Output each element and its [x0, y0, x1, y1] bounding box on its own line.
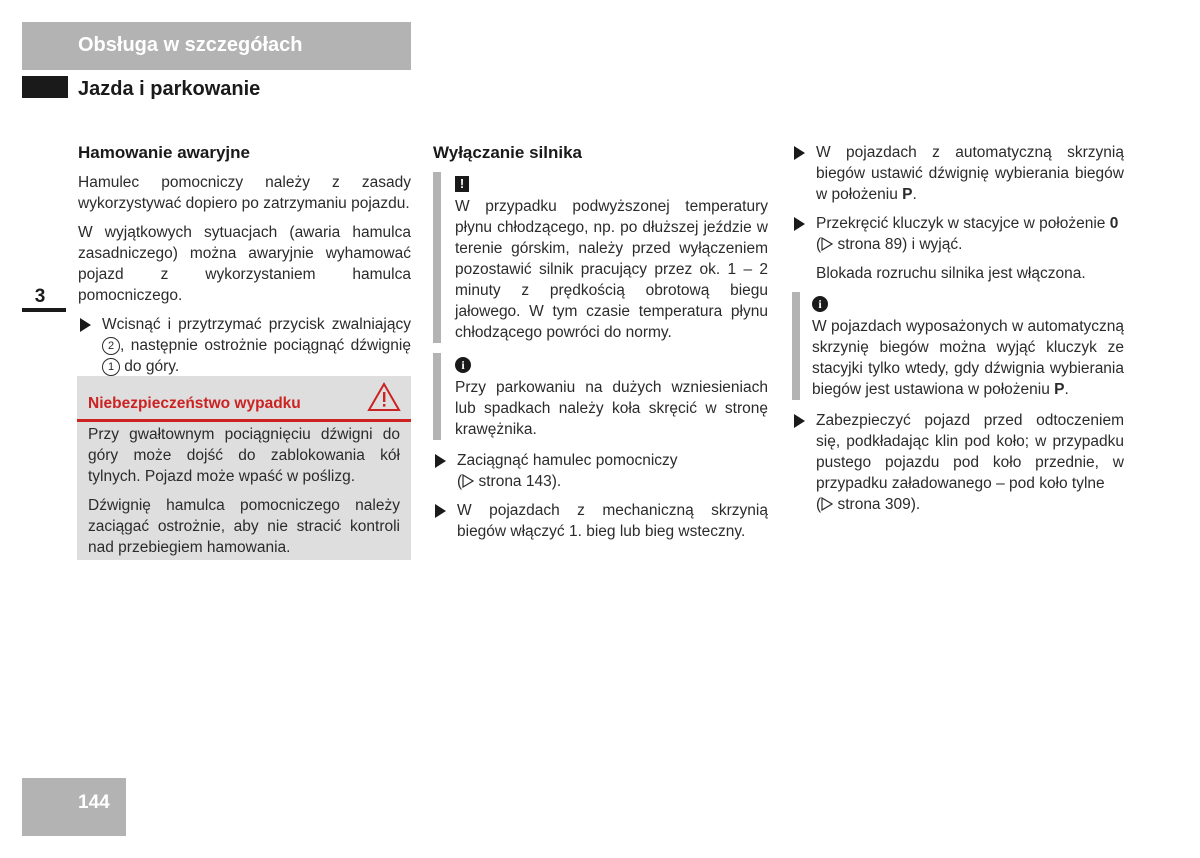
instruction-step: W pojazdach z automatyczną skrzynią biegów ustawić dźwignię wybierania biegów w położeniu P. [792, 142, 1124, 205]
chapter-tab [22, 284, 66, 312]
instruction-step: Wcisnąć i przytrzymać przycisk zwalniający 2 , następnie ostrożnie pociągnąć dźwignię 1 do góry. [78, 314, 411, 377]
section-header [22, 22, 411, 70]
column-3 [792, 142, 1124, 523]
paragraph: Blokada rozruchu silnika jest włączona. [816, 265, 1086, 282]
note-bar [792, 292, 800, 400]
warning-divider [77, 419, 411, 422]
info-icon: i [812, 292, 1124, 316]
chapter-title: Jazda i parkowanie [78, 78, 261, 100]
exclamation-icon: ! [455, 172, 768, 196]
chapter-tab-bar [22, 308, 66, 312]
section-title: Obsługa w szczegółach [78, 34, 303, 56]
note-text: W przypadku podwyższonej temperatury płynu chłodzącego, np. po dłuższej jeździe w terenie górskim, należy przed wyłączeniem pozostawić silnik pracujący przez ok. 1 – 2 minuty z prędkością obrotową biegu jałowego. W tym czasie temperatura płynu chłodzącego powróci do normy. [455, 198, 768, 341]
instruction-step: Zaciągnąć hamulec pomocniczy ( strona 143). [433, 450, 768, 492]
paragraph: W wyjątkowych sytuacjach (awaria hamulca zasadniczego) można awaryjnie wyhamować pojazd z wykorzystaniem hamulca pomocniczego. [78, 224, 411, 304]
note-text: W pojazdach wyposażonych w automatyczną skrzynię biegów można wyjąć kluczyk ze stacyjki tylko wtedy, gdy dźwignia wybierania biegów jest ustawiona w położeniu P. [812, 318, 1124, 398]
note-bar [433, 353, 441, 440]
note-bar [433, 172, 441, 343]
page-number-box [22, 778, 126, 836]
chapter-number: 3 [34, 286, 46, 307]
bullet-triangle-icon [794, 414, 805, 428]
page-reference-icon [821, 237, 833, 251]
circled-number-icon: 1 [102, 358, 120, 376]
info-note [792, 292, 1124, 400]
bullet-triangle-icon [794, 146, 805, 160]
warning-triangle-icon [367, 382, 401, 417]
paragraph: Przy gwałtownym pociągnięciu dźwigni do góry może dojść do zablokowania kół tylnych. Pojazd może wpaść w poślizg. [88, 426, 400, 485]
caution-note [433, 172, 768, 343]
bullet-triangle-icon [80, 318, 91, 332]
circled-number-icon: 2 [102, 337, 120, 355]
bullet-triangle-icon [794, 217, 805, 231]
column-2 [433, 142, 768, 550]
paragraph: Dźwignię hamulca pomocniczego należy zaciągać ostrożnie, aby nie stracić kontroli nad przebiegiem hamowania. [88, 497, 400, 556]
page-reference-icon [462, 474, 474, 488]
warning-box [77, 376, 411, 560]
warning-body [88, 424, 400, 566]
warning-title: Niebezpieczeństwo wypadku [88, 395, 301, 412]
bullet-triangle-icon [435, 504, 446, 518]
chapter-marker [22, 76, 68, 98]
column-1 [78, 142, 411, 385]
info-icon: i [455, 353, 768, 377]
heading-engine-off: Wyłączanie silnika [433, 143, 582, 162]
paragraph: Hamulec pomocniczy należy z zasady wykorzystywać dopiero po zatrzymaniu pojazdu. [78, 174, 411, 212]
bullet-triangle-icon [435, 454, 446, 468]
page-reference-icon [821, 497, 833, 511]
info-note [433, 353, 768, 440]
note-text: Przy parkowaniu na dużych wzniesieniach lub spadkach należy koła skręcić w stronę krawężnika. [455, 379, 768, 438]
heading-emergency-braking: Hamowanie awaryjne [78, 143, 250, 162]
page-number: 144 [78, 792, 110, 813]
instruction-step: W pojazdach z mechaniczną skrzynią biegów włączyć 1. bieg lub bieg wsteczny. [433, 500, 768, 542]
instruction-step: Zabezpieczyć pojazd przed odtoczeniem się, podkładając klin pod koło; w przypadku pustego pojazdu pod koło przednie, w przypadku załadowanego – pod koło tylne ( strona 309). [792, 410, 1124, 515]
instruction-step: Przekręcić kluczyk w stacyjce w położenie 0 ( strona 89) i wyjąć. [792, 213, 1124, 255]
